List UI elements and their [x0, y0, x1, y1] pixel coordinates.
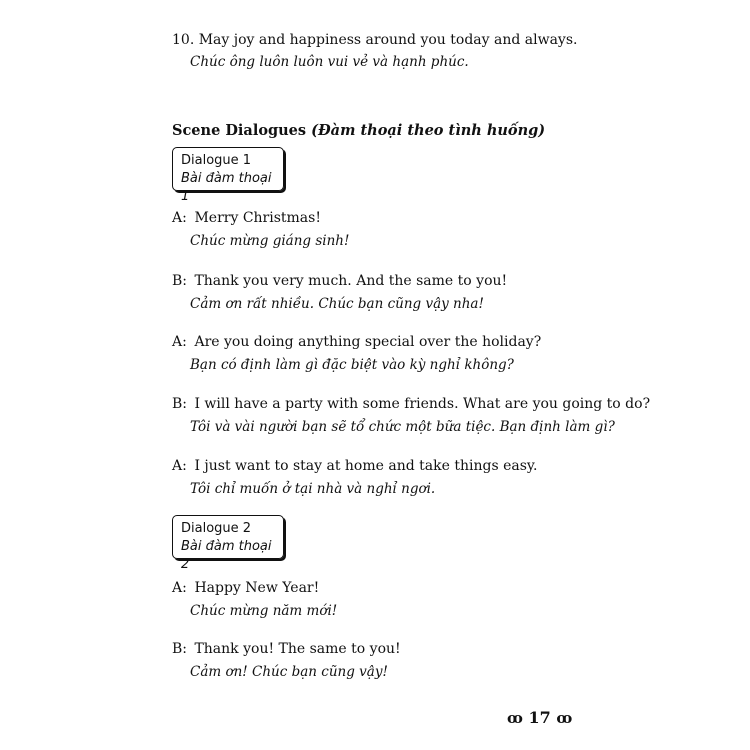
dialogue-2-line-1-vietnamese: Chúc mừng năm mới! — [190, 603, 338, 619]
dialogue-1-subtitle: Bài đàm thoại 1 — [181, 171, 272, 204]
dialogue-1-box — [172, 147, 284, 204]
dialogue-1-line-1-vietnamese: Chúc mừng giáng sinh! — [190, 233, 350, 249]
english-text: Thank you very much. And the same to you! — [194, 273, 508, 289]
dialogue-1-title: Dialogue 1 — [181, 153, 252, 168]
speaker-label: A: — [172, 580, 187, 596]
speaker-label: B: — [172, 396, 188, 412]
dialogue-1-line-2-vietnamese: Cảm ơn rất nhiều. Chúc bạn cũng vậy nha! — [190, 296, 484, 312]
dialogue-1-line-5-vietnamese: Tôi chỉ muốn ở tại nhà và nghỉ ngơi. — [190, 481, 436, 497]
ornament-left-icon: ꝏ — [507, 709, 523, 727]
section-subtitle-text: (Đàm thoại theo tình huống) — [311, 122, 546, 139]
speaker-label: A: — [172, 210, 187, 226]
dialogue-2-title: Dialogue 2 — [181, 521, 252, 536]
english-text: Merry Christmas! — [194, 210, 321, 226]
section-title — [172, 122, 545, 139]
english-text: Happy New Year! — [194, 580, 320, 596]
dialogue-2-line-2-english — [172, 641, 401, 657]
speaker-label: B: — [172, 273, 188, 289]
english-text: I just want to stay at home and take things easy. — [194, 458, 538, 474]
dialogue-1-line-2-english — [172, 273, 507, 289]
speaker-label: A: — [172, 334, 187, 350]
page-number: 17 — [528, 708, 551, 727]
intro-number: 10. — [172, 32, 195, 48]
dialogue-1-line-3-vietnamese: Bạn có định làm gì đặc biệt vào kỳ nghỉ không? — [190, 357, 514, 373]
section-title-text: Scene Dialogues — [172, 122, 307, 139]
dialogue-2-line-1-english — [172, 580, 319, 596]
dialogue-1-line-1-english — [172, 210, 321, 226]
english-text: Are you doing anything special over the holiday? — [194, 334, 542, 350]
dialogue-1-line-5-english — [172, 458, 537, 474]
speaker-label: A: — [172, 458, 187, 474]
speaker-label: B: — [172, 641, 188, 657]
page-number-footer — [507, 708, 572, 727]
intro-english-line — [172, 32, 577, 48]
dialogue-1-line-3-english — [172, 334, 541, 350]
ornament-right-icon: ꝏ — [556, 709, 573, 727]
dialogue-2-box — [172, 515, 284, 572]
dialogue-2-subtitle: Bài đàm thoại 2 — [181, 539, 272, 572]
dialogue-1-line-4-vietnamese: Tôi và vài người bạn sẽ tổ chức một bữa tiệc. Bạn định làm gì? — [190, 419, 615, 435]
intro-english-text: May joy and happiness around you today and always. — [198, 32, 578, 48]
dialogue-2-line-2-vietnamese: Cảm ơn! Chúc bạn cũng vậy! — [190, 664, 388, 680]
english-text: Thank you! The same to you! — [194, 641, 401, 657]
english-text: I will have a party with some friends. What are you going to do? — [194, 396, 651, 412]
dialogue-1-line-4-english — [172, 396, 650, 412]
intro-vietnamese-line: Chúc ông luôn luôn vui vẻ và hạnh phúc. — [190, 54, 469, 70]
